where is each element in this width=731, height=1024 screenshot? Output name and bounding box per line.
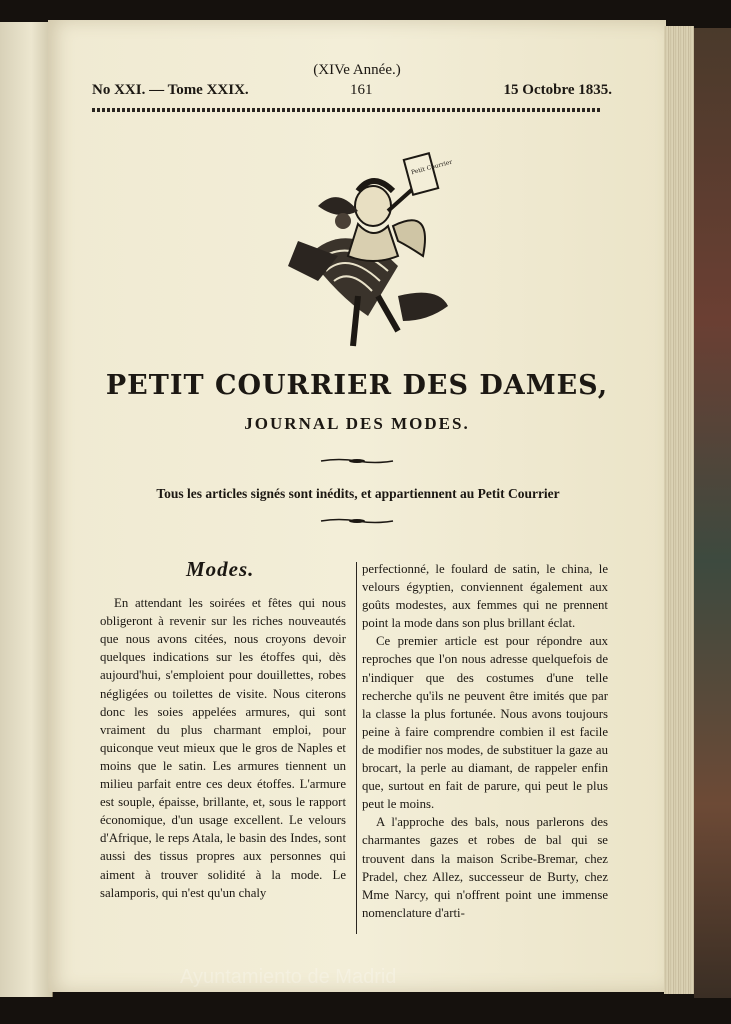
divider-ornament-icon — [321, 518, 393, 524]
article-column-right — [362, 560, 608, 922]
book-cover-edge — [694, 28, 731, 998]
page-number: 161 — [350, 82, 373, 98]
paragraph: perfectionné, le foulard de satin, le china, le velours égyptien, conviennent également aux goûts modestes, aux femmes qui ne prennent point la mode dans son plus brillant éclat. — [362, 562, 608, 631]
paragraph: En attendant les soirées et fêtes qui nous obligeront à revenir sur les riches nouveautés que nous avons citées, nous croyons devoir quelques indications sur les étoffes qui, dès aujourd'hui, s'emploient pour douillettes, robes négligées ou toilettes de visite. Nous citerons donc les soies appelées armures, qui sont vraiment du plus charmant emploi, pour quiconque veut mieux que le gros de Naples et moins que le satin. Les armures tiennent un milieu parfait entre ces deux étoffes. L'armure est souple, épaisse, brillante, et, sous le rapport économique, d'un usage excellent. Le velours d'Afrique, le reps Atala, le basin des Indes, sont aussi des tissus propres aux personnes qui aiment à trouver solidité à la mode. Le salamporis, qui n'est qu'un chaly — [100, 596, 346, 900]
cupid-vignette-icon — [248, 146, 453, 366]
article-column-left — [100, 557, 346, 902]
paragraph: A l'approche des bals, nous parlerons des charmantes gazes et robes de bal qui se trouvent dans la maison Scribe-Bremar, chez Pradel, chez Allez, successeur de Burty, chez Mme Narcy, qui n'offrent point une immense nomenclature d'arti- — [362, 815, 608, 920]
header-rule — [92, 108, 602, 112]
section-heading: Modes. — [186, 557, 255, 581]
issue-number: No XXI. — Tome XXIX. — [92, 82, 249, 98]
divider-ornament-icon — [321, 458, 393, 464]
column-rule — [356, 562, 357, 934]
masthead-title: PETIT COURRIER DES DAMES, — [105, 370, 609, 401]
masthead-subtitle: JOURNAL DES MODES. — [244, 414, 470, 433]
journal-page — [48, 20, 666, 992]
facing-page-edge — [0, 22, 53, 997]
rights-notice: Tous les articles signés sont inédits, et appartiennent au Petit Courrier — [156, 486, 560, 501]
issue-date: 15 Octobre 1835. — [503, 82, 612, 98]
vignette-paper-text: Petit Courrier — [410, 158, 453, 177]
library-watermark: Ayuntamiento de Madrid — [180, 966, 397, 988]
paragraph: Ce premier article est pour répondre aux reproches que l'on nous adresse quelquefois de n'indiquer que des costumes d'une telle recherche qu'ils ne peuvent être imités que par la classe la plus fortunée. Nous avons toujours peine à faire comprendre combien il est facile de modifier nos modes, de substituer la gaze au brocart, la perle au diamant, de rappeler enfin que, surtout en fait de parure, qui peut le plus peut le moins. — [362, 634, 608, 812]
book-fore-edge — [664, 26, 694, 994]
issue-line — [92, 82, 612, 104]
year-heading: (XIVe Année.) — [313, 62, 401, 78]
